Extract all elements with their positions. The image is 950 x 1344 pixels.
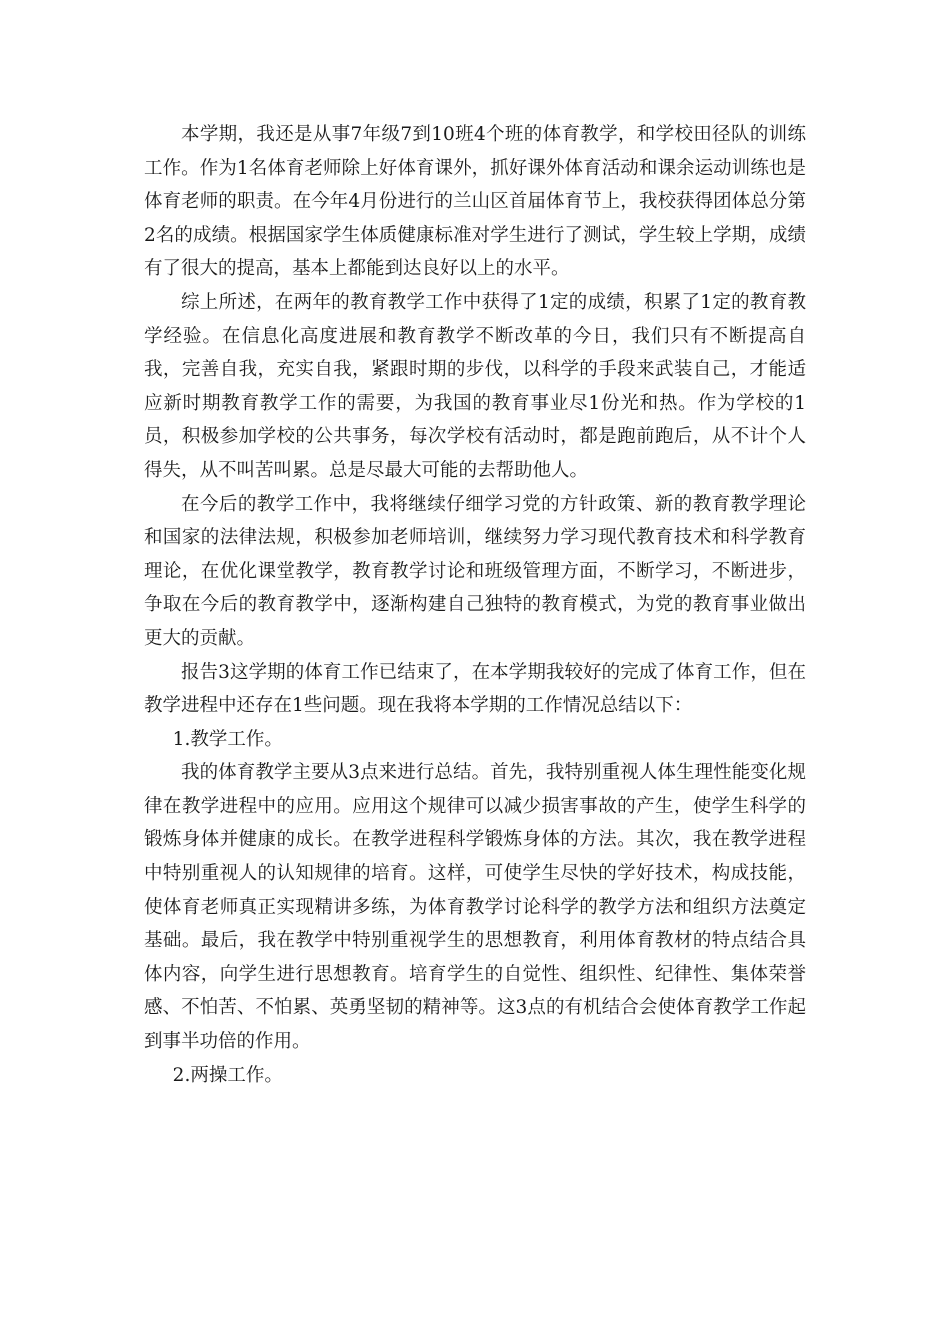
section-heading-teaching: 1.教学工作。	[172, 728, 283, 750]
section-heading-exercises: 2.两操工作。	[172, 1064, 283, 1086]
document-body	[144, 118, 806, 1092]
paragraph-future-plans: 在今后的教学工作中，我将继续仔细学习党的方针政策、新的教育教学理论和国家的法律法规，积极参加老师培训，继续努力学习现代教育技术和科学教育理论，在优化课堂教学，教育教学讨论和班级管理方面，不断学习，不断进步，争取在今后的教育教学中，逐渐构建自己独特的教育模式，为党的教育事业做出更大的贡献。	[144, 493, 806, 649]
paragraph-teaching-details: 我的体育教学主要从3点来进行总结。首先，我特别重视人体生理性能变化规律在教学进程中的应用。应用这个规律可以减少损害事故的产生，使学生科学的锻炼身体并健康的成长。在教学进程科学锻炼身体的方法。其次，我在教学进程中特别重视人的认知规律的培育。这样，可使学生尽快的学好技术，构成技能，使体育老师真正实现精讲多练，为体育教学讨论科学的教学方法和组织方法奠定基础。最后，我在教学中特别重视学生的思想教育，利用体育教材的特点结合具体内容，向学生进行思想教育。培育学生的自觉性、组织性、纪律性、集体荣誉感、不怕苦、不怕累、英勇坚韧的精神等。这3点的有机结合会使体育教学工作起到事半功倍的作用。	[144, 762, 806, 1053]
paragraph-semester-work: 本学期，我还是从事7年级7到10班4个班的体育教学，和学校田径队的训练工作。作为1名体育老师除上好体育课外，抓好课外体育活动和课余运动训练也是体育老师的职责。在今年4月份进行的兰山区首届体育节上，我校获得团体总分第2名的成绩。根据国家学生体质健康标准对学生进行了测试，学生较上学期，成绩有了很大的提高，基本上都能到达良好以上的水平。	[144, 124, 806, 280]
paragraph-report-3-intro: 报告3这学期的体育工作已结束了，在本学期我较好的完成了体育工作，但在教学进程中还存在1些问题。现在我将本学期的工作情况总结以下：	[144, 661, 806, 717]
paragraph-summary: 综上所述，在两年的教育教学工作中获得了1定的成绩，积累了1定的教育教学经验。在信息化高度进展和教育教学不断改革的今日，我们只有不断提高自我，完善自我，充实自我，紧跟时期的步伐，以科学的手段来武装自己，才能适应新时期教育教学工作的需要，为我国的教育事业尽1份光和热。作为学校的1员，积极参加学校的公共事务，每次学校有活动时，都是跑前跑后，从不计个人得失，从不叫苦叫累。总是尽最大可能的去帮助他人。	[144, 291, 806, 481]
